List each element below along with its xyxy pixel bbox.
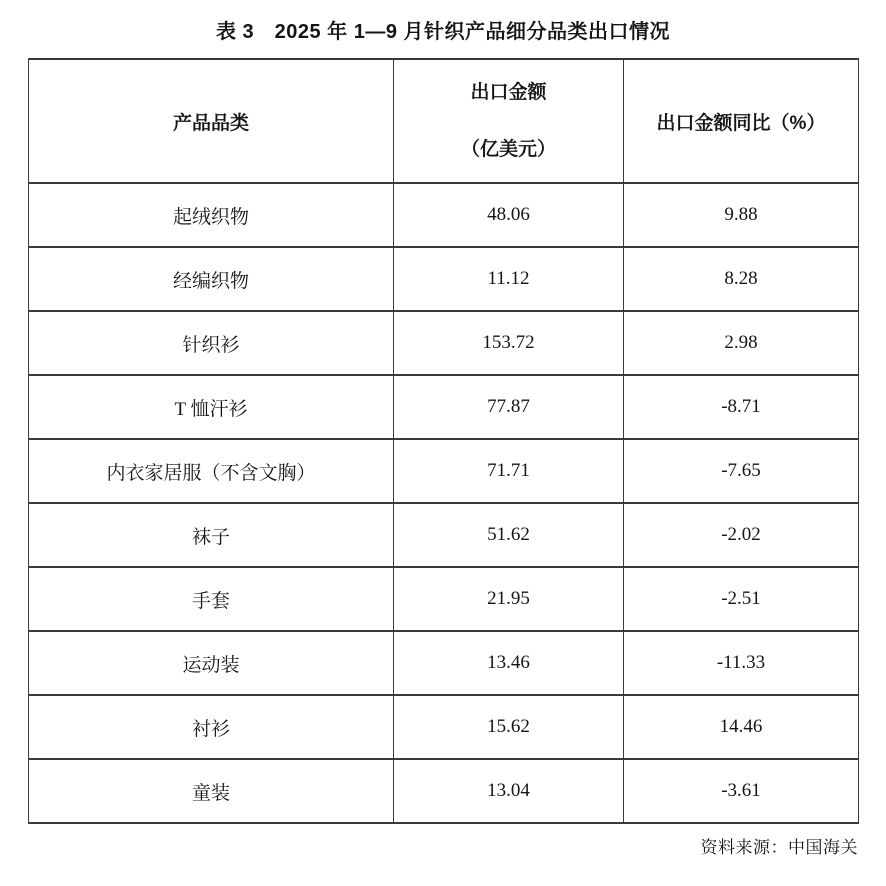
col-header-amount-line2: （亿美元） xyxy=(460,139,556,160)
export-table xyxy=(28,58,859,824)
cell-yoy: 9.88 xyxy=(624,183,859,247)
cell-category: 经编织物 xyxy=(29,247,394,311)
cell-yoy: -2.02 xyxy=(624,503,859,567)
source-note: 资料来源：中国海关 xyxy=(700,838,858,857)
page-title: 表 3 2025 年 1—9 月针织产品细分品类出口情况 xyxy=(215,20,671,43)
cell-category: 童装 xyxy=(29,759,394,823)
cell-yoy: -11.33 xyxy=(624,631,859,695)
cell-category: 手套 xyxy=(29,567,394,631)
table-body xyxy=(29,183,859,823)
cell-amount: 71.71 xyxy=(394,439,624,503)
table-row xyxy=(29,311,859,375)
cell-category: 针织衫 xyxy=(29,311,394,375)
cell-category: T 恤汗衫 xyxy=(29,375,394,439)
table-row xyxy=(29,247,859,311)
cell-amount: 51.62 xyxy=(394,503,624,567)
cell-category: 内衣家居服（不含文胸） xyxy=(29,439,394,503)
col-header-yoy: 出口金额同比（%） xyxy=(624,59,859,183)
cell-yoy: 8.28 xyxy=(624,247,859,311)
col-header-amount-line1: 出口金额 xyxy=(470,82,547,103)
table-row xyxy=(29,439,859,503)
cell-amount: 153.72 xyxy=(394,311,624,375)
cell-amount: 13.04 xyxy=(394,759,624,823)
table-row xyxy=(29,631,859,695)
cell-amount: 15.62 xyxy=(394,695,624,759)
cell-yoy: 14.46 xyxy=(624,695,859,759)
table-row xyxy=(29,567,859,631)
table-row xyxy=(29,183,859,247)
cell-yoy: 2.98 xyxy=(624,311,859,375)
cell-amount: 48.06 xyxy=(394,183,624,247)
table-row xyxy=(29,503,859,567)
table-header-row xyxy=(29,59,859,183)
cell-yoy: -7.65 xyxy=(624,439,859,503)
col-header-amount xyxy=(394,59,624,183)
col-header-category: 产品品类 xyxy=(29,59,394,183)
cell-amount: 11.12 xyxy=(394,247,624,311)
table-row xyxy=(29,759,859,823)
table-row xyxy=(29,375,859,439)
cell-amount: 21.95 xyxy=(394,567,624,631)
cell-category: 运动装 xyxy=(29,631,394,695)
cell-category: 衬衫 xyxy=(29,695,394,759)
cell-category: 起绒织物 xyxy=(29,183,394,247)
cell-amount: 13.46 xyxy=(394,631,624,695)
cell-category: 袜子 xyxy=(29,503,394,567)
cell-yoy: -3.61 xyxy=(624,759,859,823)
cell-amount: 77.87 xyxy=(394,375,624,439)
cell-yoy: -2.51 xyxy=(624,567,859,631)
table-row xyxy=(29,695,859,759)
cell-yoy: -8.71 xyxy=(624,375,859,439)
